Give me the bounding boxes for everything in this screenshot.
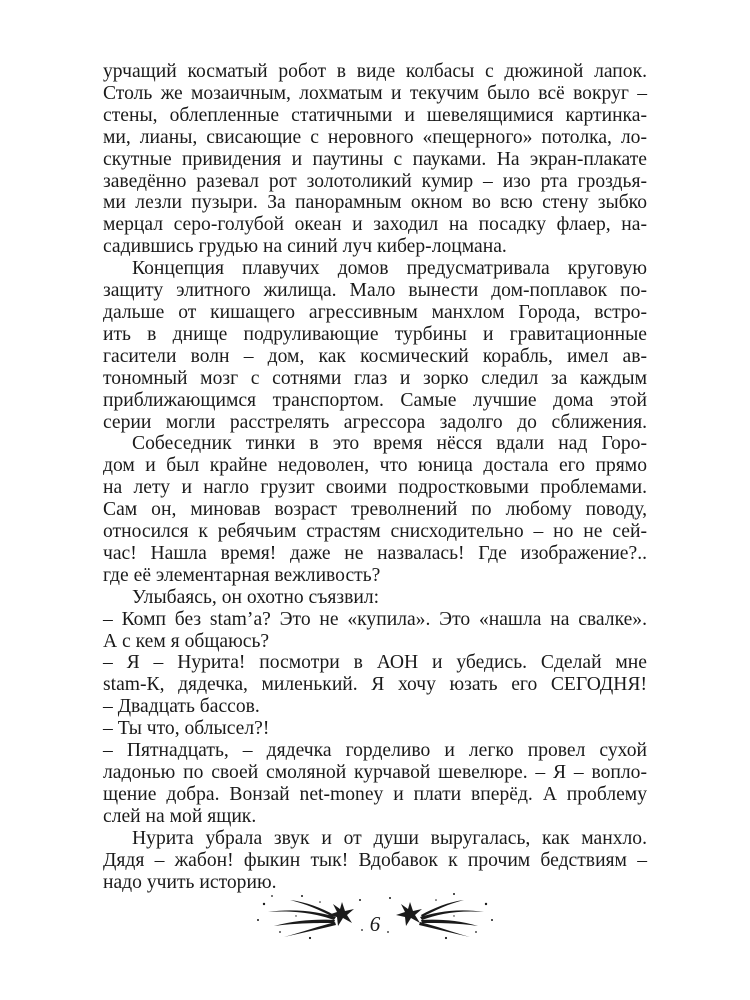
text-line: – Комп без stam’а? Это не «купила». Это «нашла на свалке». [103, 608, 647, 630]
text-line: – Пятнадцать, – дядечка горделиво и легко провел сухой [103, 740, 647, 762]
text-line: относился к ребячьим страстям снисходительно – но не сей- [103, 521, 647, 543]
text-line: – Ты что, облысел?! [103, 718, 270, 740]
text-line: А с кем я общаюсь? [103, 630, 270, 652]
page-footer [250, 882, 500, 952]
text-line: серии могли расстрелять агрессора задолго до сближения. [103, 411, 647, 433]
text-line: Дядя – жабон! фыкин тык! Вдобавок к прочим бедствиям – [103, 849, 647, 871]
text-line: – Я – Нурита! посмотри в АОН и убедись. Сделай мне [103, 652, 647, 674]
text-line: Сам он, миновав возраст треволнений по любому поводу, [103, 499, 647, 521]
text-line: Собеседник тинки в это время нёсся вдали над Горо- [132, 433, 647, 455]
text-line: защиту элитного жилища. Мало вынести дом-поплавок по- [103, 280, 647, 302]
text-line: час! Нашла время! даже не назвалась! Где изображение?.. [103, 542, 647, 564]
text-line: урчащий косматый робот в виде колбасы с дюжиной лапок. [103, 61, 647, 82]
text-line: стены, облепленные статичными и шевелящимися картинка- [103, 104, 647, 126]
text-line: щение добра. Вонзай net-money и плати вперёд. А проблему [103, 783, 647, 805]
page-number: 6 [369, 912, 381, 936]
text-line: слей на мой ящик. [103, 805, 257, 827]
text-line: скутные привидения и паутины с пауками. На экран-плакате [103, 148, 647, 170]
text-line: stam-К, дядечка, миленький. Я хочу юзать его СЕГОДНЯ! [103, 674, 647, 696]
text-line: гасители волн – дом, как космический корабль, имел ав- [103, 345, 647, 367]
text-line: заведённо разевал рот золотоликий кумир – изо рта гроздья- [103, 170, 647, 192]
text-line: дом и был крайне недоволен, что юница достала его прямо [103, 455, 647, 477]
text-line: надо учить историю. [103, 871, 277, 893]
text-line: ить в днище подруливающие турбины и гравитационные [103, 323, 647, 345]
text-line: Концепция плавучих домов предусматривала круговую [132, 258, 647, 280]
text-line: тономный мозг с сотнями глаз и зорко следил за каждым [103, 367, 647, 389]
text-line: ми, лианы, свисающие с неровного «пещерного» потолка, ло- [103, 126, 647, 148]
page-text [103, 61, 647, 893]
text-line: Улыбаясь, он охотно съязвил: [132, 586, 380, 608]
text-line: мерцал серо-голубой океан и заходил на посадку флаер, на- [103, 214, 647, 236]
text-line: – Двадцать бассов. [103, 696, 260, 718]
text-line: где её элементарная вежливость? [103, 564, 381, 586]
text-line: ладонью по своей смоляной курчавой шевелюре. – Я – вопло- [103, 762, 647, 783]
text-line: на лету и нагло грузит своими подростковыми проблемами. [103, 477, 647, 499]
text-line: ми лезли пузыри. За панорамным окном во всю стену зыбко [103, 192, 647, 214]
text-line: Нурита убрала звук и от души выругалась, как манхло. [132, 827, 647, 849]
text-line: приближающимся транспортом. Самые лучшие дома этой [103, 389, 647, 411]
text-line: дальше от кишащего агрессивным манхлом Города, встро- [103, 301, 647, 323]
text-line: садившись грудью на синий луч кибер-лоцмана. [103, 236, 507, 258]
text-line: Столь же мозаичным, лохматым и текучим было всё вокруг – [103, 82, 647, 104]
